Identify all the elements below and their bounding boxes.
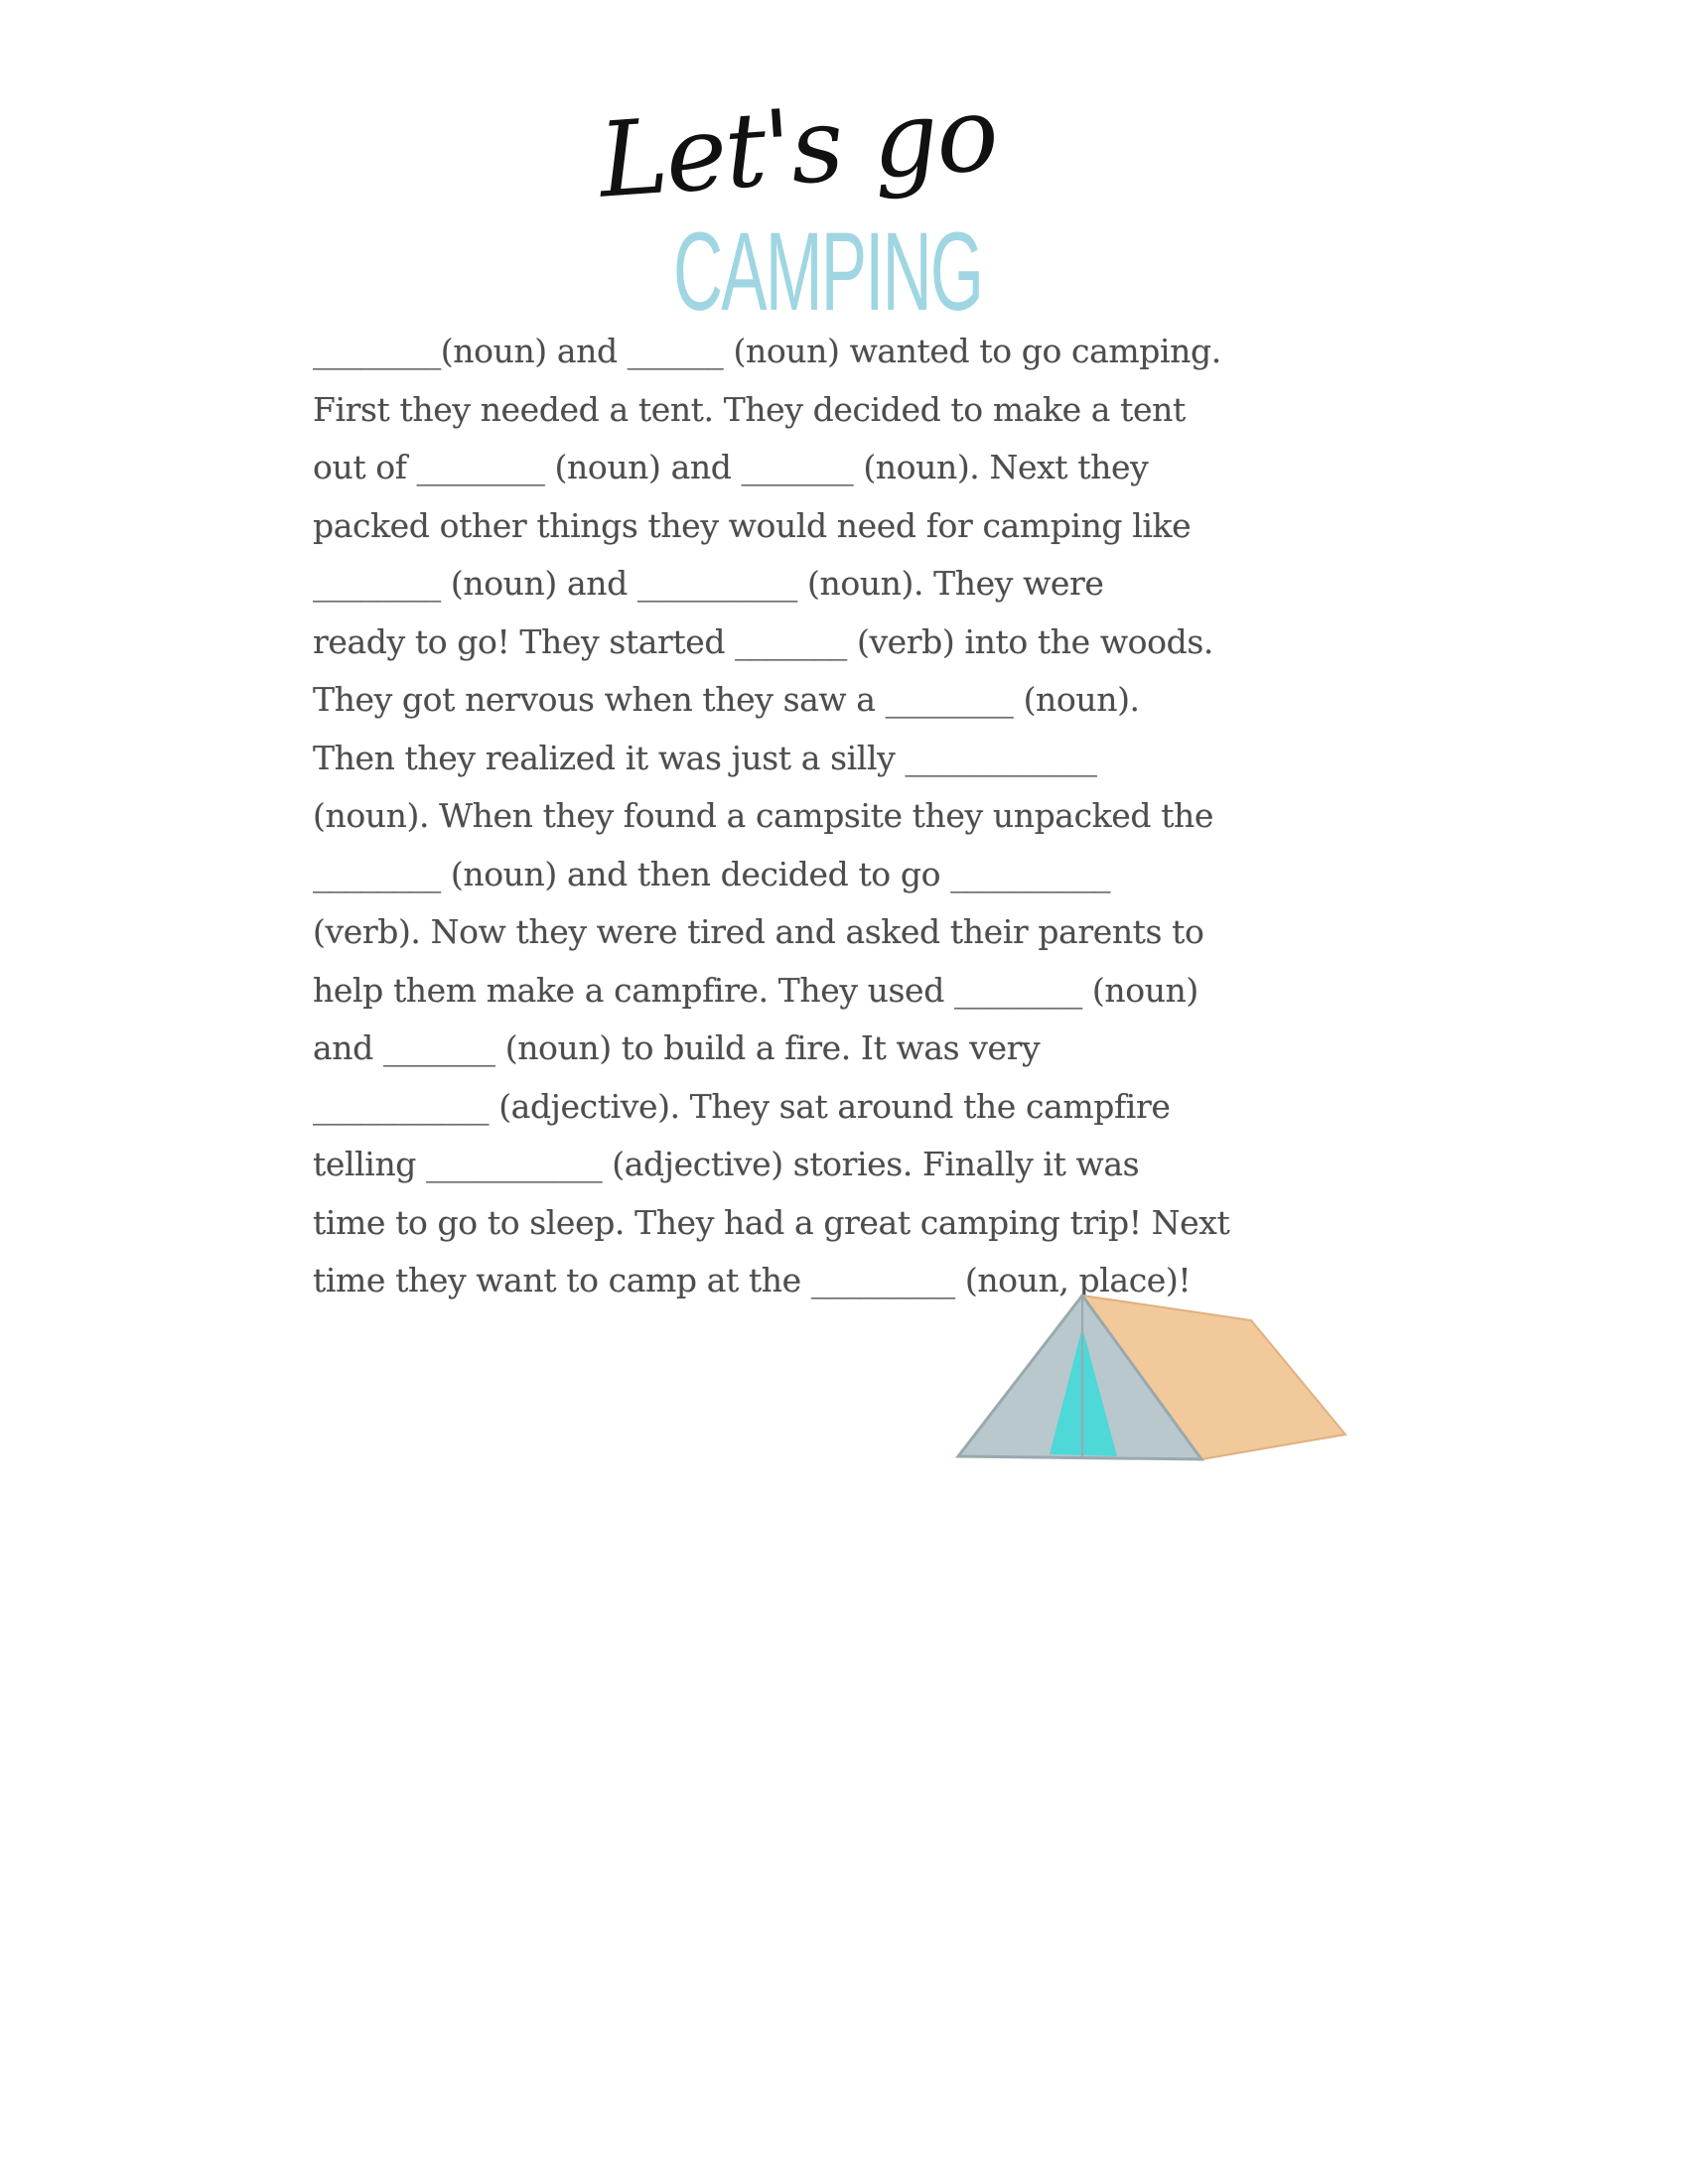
story-line: First they needed a tent. They decided to make a tent xyxy=(313,389,1186,429)
tent-icon xyxy=(948,1286,1365,1469)
story-line: ___________ (adjective). They sat around the campfire xyxy=(313,1086,1171,1126)
title-logo xyxy=(595,72,1013,338)
story-line: out of ________ (noun) and _______ (noun). Next they xyxy=(313,448,1149,486)
story-text xyxy=(313,323,1405,1310)
story-line: packed other things they would need for camping like xyxy=(313,505,1192,545)
story-line: ________(noun) and ______ (noun) wanted to go camping. xyxy=(313,332,1221,370)
story-line: time they want to camp at the _________ (noun, place)! xyxy=(313,1261,1192,1299)
story-line: Then they realized it was just a silly ____________ xyxy=(313,738,1097,777)
story-line: ________ (noun) and __________ (noun). They were xyxy=(313,564,1104,603)
story-line: help them make a campfire. They used ________ (noun) xyxy=(313,970,1198,1010)
story-line: They got nervous when they saw a ________ (noun). xyxy=(313,680,1140,719)
story-line: ready to go! They started _______ (verb) into the woods. xyxy=(313,621,1213,661)
story-line: (verb). Now they were tired and asked their parents to xyxy=(313,912,1204,951)
story-line: time to go to sleep. They had a great camping trip! Next xyxy=(313,1202,1230,1242)
title-script: Let's go xyxy=(595,72,1001,221)
title-subtitle: CAMPING xyxy=(673,209,983,334)
story-line: telling ___________ (adjective) stories. Finally it was xyxy=(313,1145,1140,1183)
story-line: ________ (noun) and then decided to go __________ xyxy=(313,854,1111,893)
story-line: (noun). When they found a campsite they unpacked the xyxy=(313,796,1214,835)
story-line: and _______ (noun) to build a fire. It was very xyxy=(313,1028,1041,1067)
